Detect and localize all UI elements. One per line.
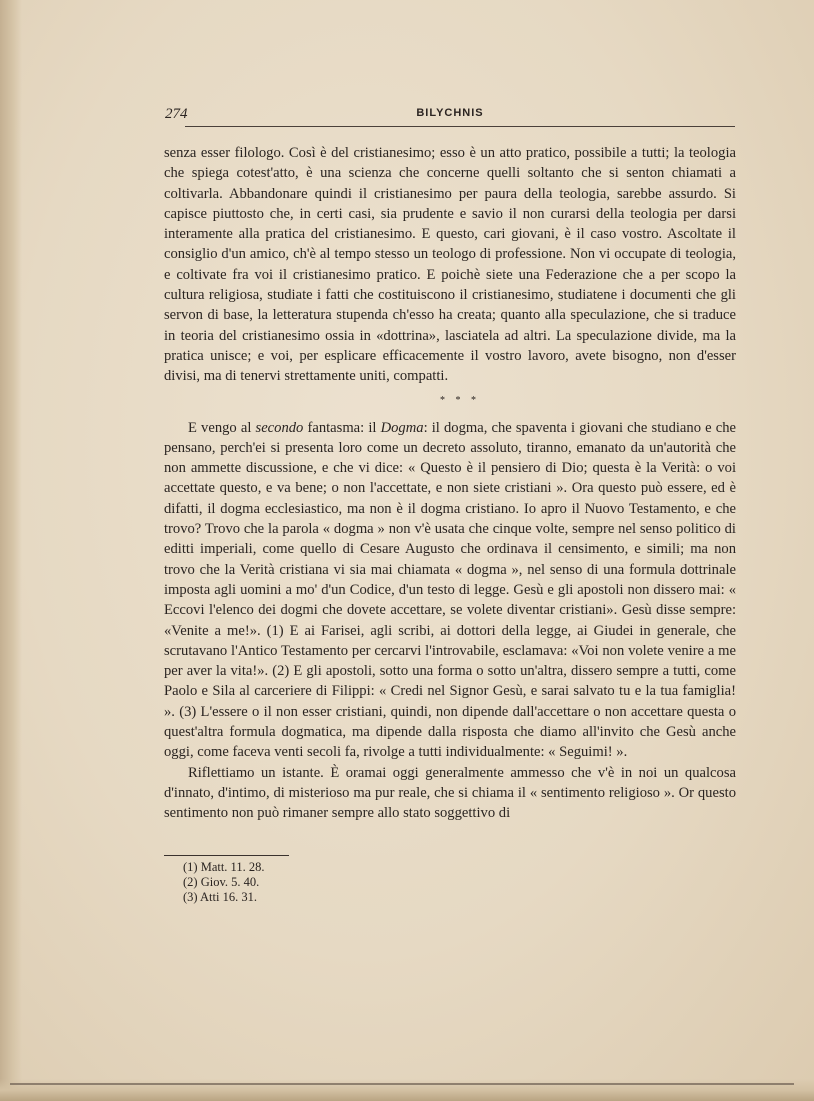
paragraph-2-mid: fantasma: il	[303, 419, 381, 436]
paragraph-2	[164, 418, 736, 763]
header-rule	[185, 126, 735, 127]
running-title: BILYCHNIS	[416, 107, 484, 119]
page-number: 274	[165, 106, 188, 122]
footnote-rule	[164, 855, 289, 856]
footnote-1: (1) Matt. 11. 28.	[183, 860, 265, 874]
article-body	[164, 143, 736, 824]
paragraph-1: senza esser filologo. Così è del cristianesimo; esso è un atto pratico, possibile a tutti; la teologia che spiega cotest'atto, è una scienza che concerne quelli soltanto che si senton chiamati a coltivarla. Abbandonare quindi il cristianesimo per paura della teologia, sarebbe assurdo. Si capisce piuttosto che, in certi casi, sia prudente e savio il non curarsi della teologia per darsi interamente alla pratica del cristianesimo. E questo, cari giovani, è il caso vostro. Ascoltate il consiglio d'un amico, ch'è al tempo stesso un teologo di professione. Non vi occupate di teologia, e coltivate fra voi il cristianesimo pratico. E poichè siete una Federazione che a per scopo la cultura religiosa, studiate i fatti che costituiscono il cristianesimo, studiatene i documenti che gli servon di base, la letteratura stupenda ch'esso ha creata; quanto alla speculazione, che si traduce in teoria del cristianesimo ossia in «dottrina», lasciatela ad altri. La speculazione divide, ma la pratica unisce; e voi, per esplicare efficacemente il vostro lavoro, avete bisogno, non d'esser divisi, ma di tenervi strettamente uniti, compatti.	[164, 145, 736, 385]
footnote-3: (3) Atti 16. 31.	[183, 890, 257, 904]
footnotes	[183, 860, 264, 905]
running-header	[165, 104, 735, 130]
italic-word-secondo: secondo	[255, 419, 304, 436]
section-break: * * *	[440, 394, 480, 406]
page-left-edge-shadow	[0, 0, 22, 1101]
paragraph-2-body: : il dogma, che spaventa i giovani che studiano e che pensano, perch'ei si presenta loro come un decreto assoluto, tiranno, emanato da un'autorità che non ammette discussione, e che vi dice: « Questo è il pensiero di Dio; questa è la Verità: o voi accettate questo, e va bene; o non l'accettate, e non siete cristiani ». Ora questo può essere, ed è difatti, il dogma ecclesiastico, ma non è il dogma cristiano. Io apro il Nuovo Testamento, e che trovo? Trovo che la parola « dogma » non v'è usata che cinque volte, sempre nel senso politico di editti imperiali, come quello di Cesare Augusto che ordinava il censimento, e simili; ma non trovo che la Verità cristiana vi sia mai chiamata « dogma », nel senso di una formula dottrinale imposta agli uomini a mo' d'un Codice, d'un testo di legge. Gesù e gli apostoli non dissero mai: « Eccovi l'elenco dei dogmi che dovete accettare, se volete diventar cristiani». Gesù disse sempre: «Venite a me!». (1) E ai Farisei, agli scribi, ai dottori della legge, ai Giudei in generale, che scrutavano l'Antico Testamento per cercarvi l'introvabile, esclamava: «Voi non volete venire a me per aver la vita!». (2) E gli apostoli, sotto una forma o sotto un'altra, dissero sempre a tutti, come Paolo e Sila al carceriere di Filippi: « Credi nel Signor Gesù, e sarai salvato tu e la tua famiglia! ». (3) L'essere o il non esser cristiani, quindi, non dipende dall'accettare o non accettare questa o quest'altra formula dogmatica, ma dipende dalla risposta che diamo all'invito che Gesù anche oggi, come faceva venti secoli fa, rivolge a tutti individualmente: « Seguimi! ».	[164, 419, 736, 761]
bottom-border-line	[10, 1083, 794, 1085]
footnote-2: (2) Giov. 5. 40.	[183, 875, 260, 889]
paragraph-3: Riflettiamo un istante. È oramai oggi generalmente ammesso che v'è in noi un qualcosa d'innato, d'intimo, di misterioso ma pur reale, che si chiama il « sentimento religioso ». Or questo sentimento non può rimaner sempre allo stato soggettivo di	[164, 764, 736, 822]
paragraph-2-start: E vengo al	[188, 419, 256, 436]
italic-word-dogma: Dogma	[380, 419, 424, 436]
